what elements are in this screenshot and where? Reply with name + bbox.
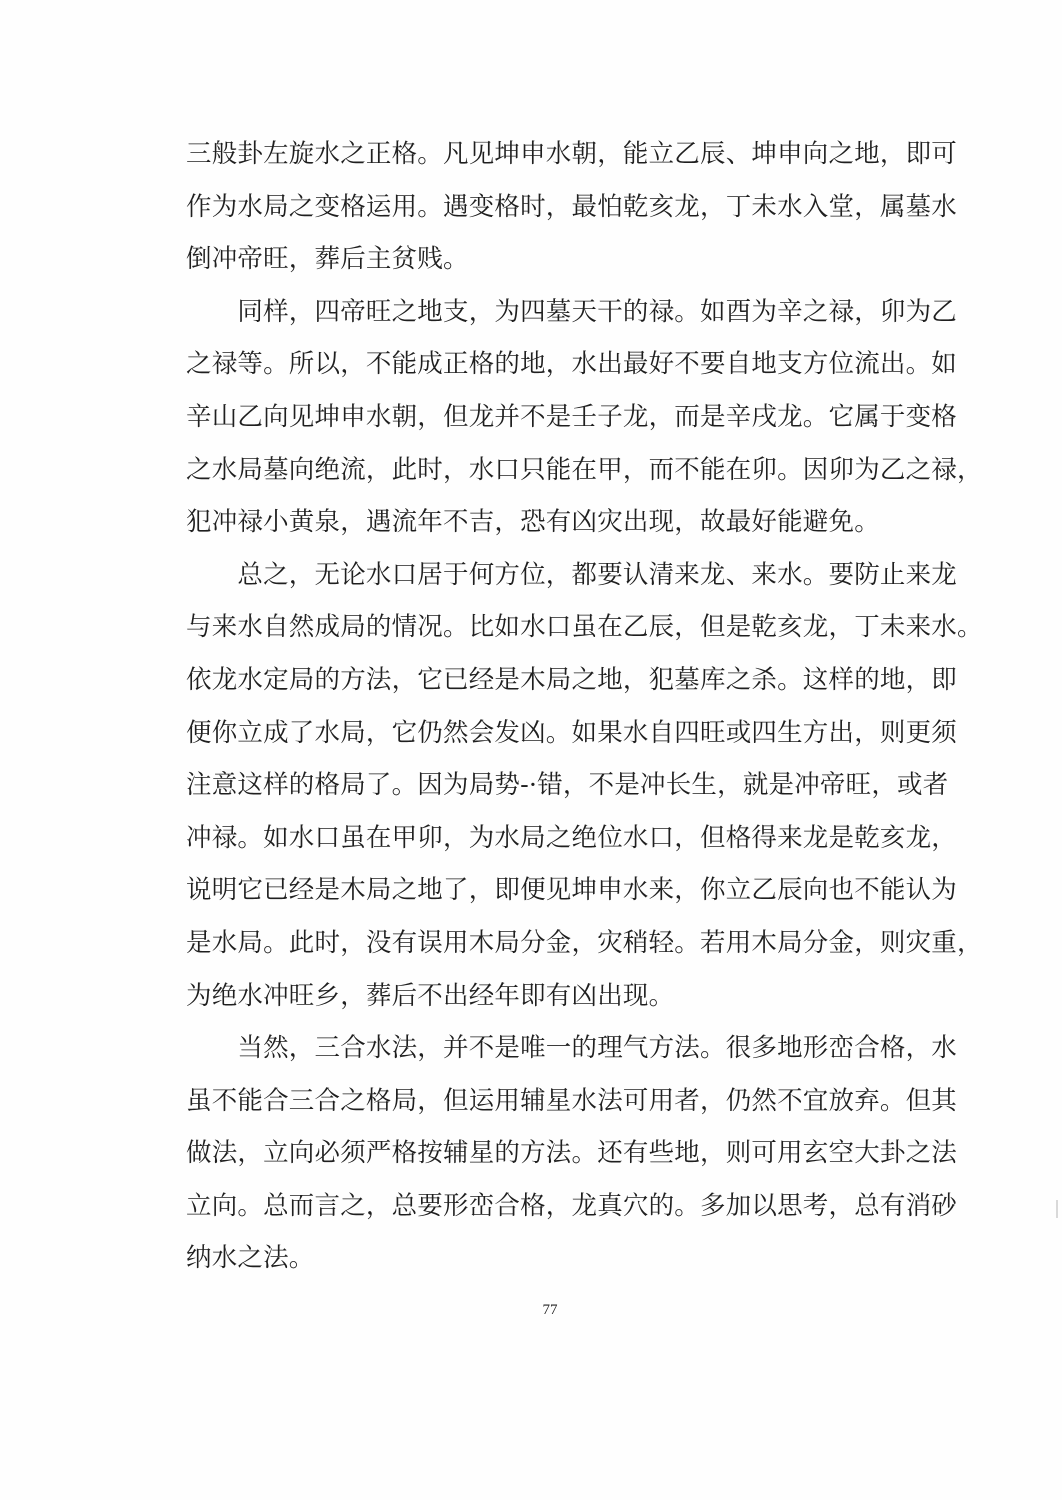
text-line: 便你立成了水局，它仍然会发凶。如果水自四旺或四生方出，则更须 — [186, 717, 958, 748]
text-line: 之禄等。所以，不能成正格的地，水出最好不要自地支方位流出。如 — [186, 349, 958, 380]
text-line: 依龙水定局的方法，它已经是木局之地，犯墓库之杀。这样的地，即 — [186, 664, 958, 695]
text-line: 总之，无论水口居于何方位，都要认清来龙、来水。要防止来龙 — [186, 559, 958, 590]
text-line: 倒冲帝旺，葬后主贫贱。 — [186, 244, 469, 275]
text-line: 作为水局之变格运用。遇变格时，最怕乾亥龙，丁未水入堂，属墓水 — [186, 191, 958, 222]
text-line: 注意这样的格局了。因为局势-·错，不是冲长生，就是冲帝旺，或者 — [186, 770, 949, 801]
scan-artifact — [1056, 1200, 1058, 1218]
text-line: 做法，立向必须严格按辅星的方法。还有些地，则可用玄空大卦之法 — [186, 1138, 958, 1169]
text-line: 虽不能合三合之格局，但运用辅星水法可用者，仍然不宜放弃。但其 — [186, 1085, 958, 1116]
text-line: 同样，四帝旺之地支，为四墓天干的禄。如酉为辛之禄，卯为乙 — [186, 296, 958, 327]
text-line: 之水局墓向绝流，此时，水口只能在甲，而不能在卯。因卯为乙之禄， — [186, 454, 983, 485]
text-line: 三般卦左旋水之正格。凡见坤申水朝，能立乙辰、坤申向之地，即可 — [186, 139, 958, 169]
text-line: 为绝水冲旺乡，葬后不出经年即有凶出现。 — [186, 980, 675, 1011]
text-line: 与来水自然成局的情况。比如水口虽在乙辰，但是乾亥龙，丁未来水。 — [186, 612, 983, 643]
text-line: 说明它已经是木局之地了，即便见坤申水来，你立乙辰向也不能认为 — [186, 875, 958, 906]
page-number: 77 — [542, 1302, 558, 1318]
text-line: 纳水之法。 — [186, 1243, 315, 1274]
text-line: 冲禄。如水口虽在甲卯，为水局之绝位水口，但格得来龙是乾亥龙， — [186, 822, 958, 853]
text-line: 犯冲禄小黄泉，遇流年不吉，恐有凶灾出现，故最好能避免。 — [186, 507, 880, 538]
body-text — [186, 128, 983, 1285]
text-line: 是水局。此时，没有误用木局分金，灾稍轻。若用木局分金，则灾重， — [186, 927, 983, 958]
text-line: 辛山乙向见坤申水朝，但龙并不是壬子龙，而是辛戌龙。它属于变格 — [186, 401, 958, 432]
text-line: 当然，三合水法，并不是唯一的理气方法。很多地形峦合格，水 — [186, 1033, 958, 1064]
text-line: 立向。总而言之，总要形峦合格，龙真穴的。多加以思考，总有消砂 — [186, 1190, 958, 1221]
